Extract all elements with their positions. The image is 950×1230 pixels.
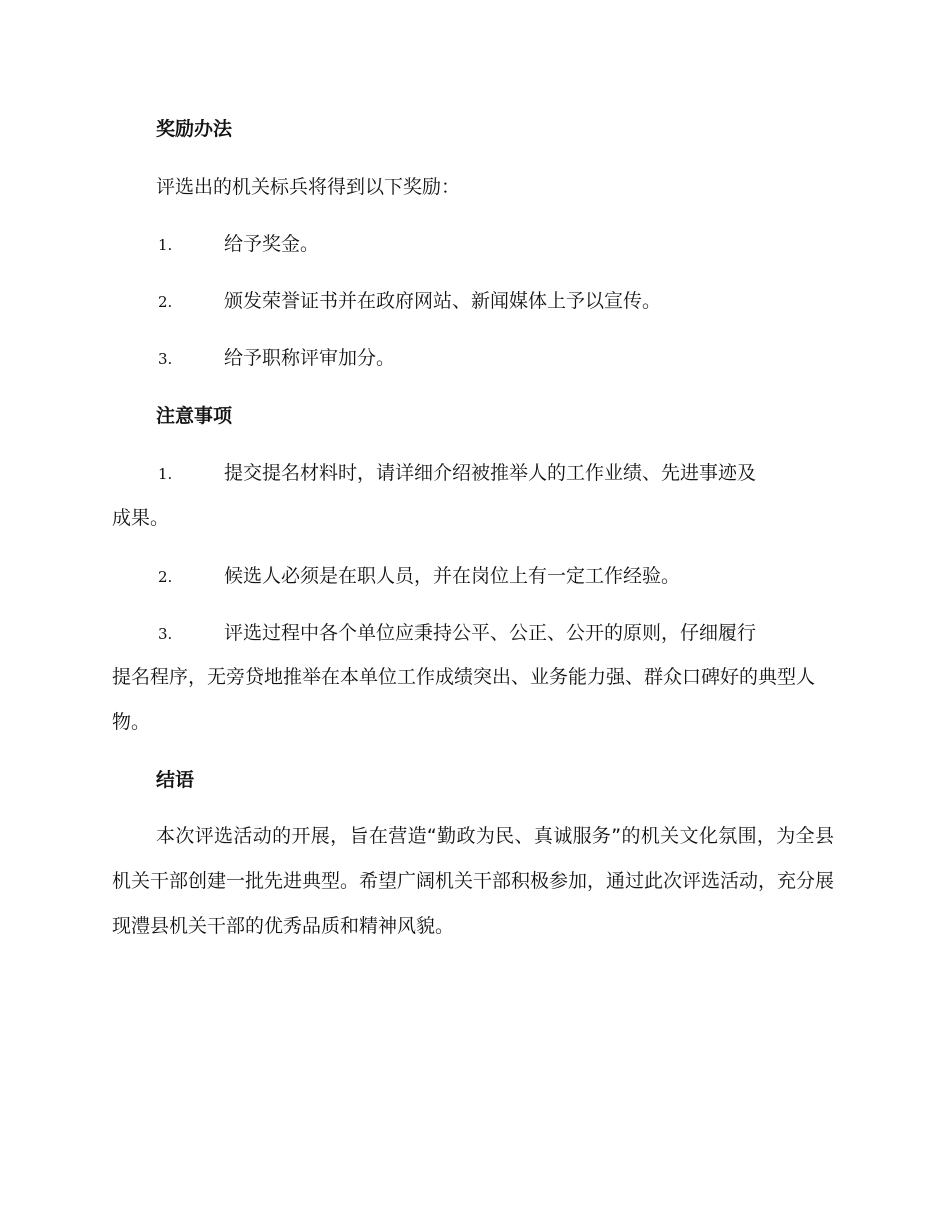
reward-item-1-text: 给予奖金。 xyxy=(224,233,320,255)
notes-item-2-number: 2. xyxy=(158,568,173,586)
notes-item-1-continuation: 成果。 xyxy=(112,507,170,529)
reward-item-3-text: 给予职称评审加分。 xyxy=(224,347,396,369)
notes-item-3-line1: 评选过程中各个单位应秉持公平、公正、公开的原则，仔细履行 xyxy=(224,622,757,644)
reward-item-1-number: 1. xyxy=(158,236,173,254)
reward-item-2-text: 颁发荣誉证书并在政府网站、新闻媒体上予以宣传。 xyxy=(224,290,662,312)
notes-item-1-number: 1. xyxy=(158,465,173,483)
section-heading-notes: 注意事项 xyxy=(156,405,233,427)
reward-item-3-number: 3. xyxy=(158,350,173,368)
notes-item-2-text: 候选人必须是在职人员，并在岗位上有一定工作经验。 xyxy=(224,565,681,587)
reward-intro: 评选出的机关标兵将得到以下奖励： xyxy=(156,176,461,198)
notes-item-3-continuation: 提名程序，无旁贷地推举在本单位工作成绩突出、业务能力强、群众口碑好的典型人物。 xyxy=(112,666,816,733)
section-heading-reward: 奖励办法 xyxy=(156,118,233,140)
reward-item-2-number: 2. xyxy=(158,293,173,311)
section-heading-conclusion: 结语 xyxy=(156,769,195,791)
notes-item-1-line1: 提交提名材料时，请详细介绍被推举人的工作业绩、先进事迹及 xyxy=(224,462,757,484)
conclusion-paragraph: 本次评选活动的开展，旨在营造“勤政为民、真诚服务”的机关文化氛围，为全县机关干部创建一批先进典型。希望广阔机关干部积极参加，通过此次评选活动，充分展现澧县机关干部的优秀品质和精神风貌。 xyxy=(112,825,835,937)
notes-item-3-number: 3. xyxy=(158,625,173,643)
